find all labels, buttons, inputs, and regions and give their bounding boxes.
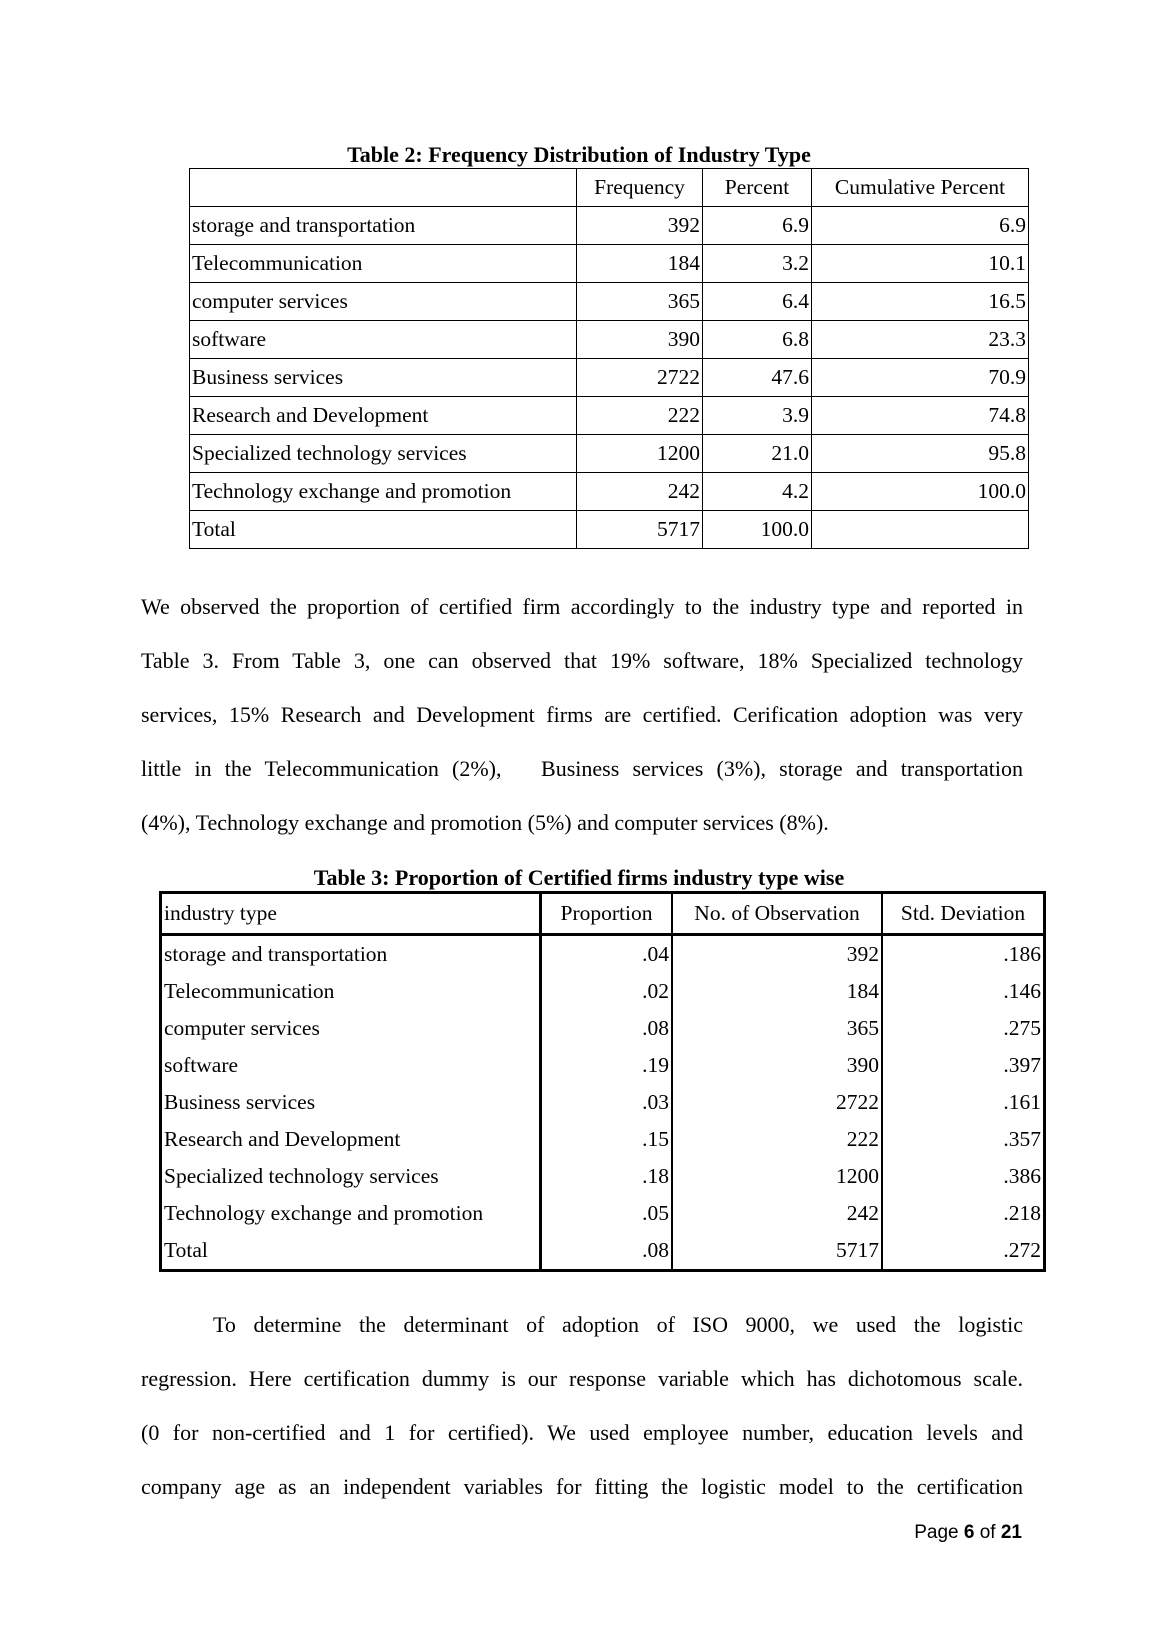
table2-header-cell: Percent bbox=[703, 169, 812, 207]
table3-row-label: Telecommunication bbox=[164, 979, 335, 1003]
table2-cell: 4.2 bbox=[703, 473, 812, 511]
table2-row bbox=[190, 473, 1029, 511]
table3-row bbox=[161, 1047, 1045, 1084]
table2-header-cell: Frequency bbox=[577, 169, 703, 207]
table3-row-label: Specialized technology services bbox=[164, 1164, 439, 1188]
paragraph-1-line: services, 15% Research and Development firms are certified. Cerification adoption was very bbox=[141, 702, 1023, 727]
total-pages: 21 bbox=[1000, 1522, 1022, 1543]
table2-cell: 70.9 bbox=[812, 359, 1029, 397]
table3-cell: 242 bbox=[672, 1195, 882, 1232]
table2-cell: 74.8 bbox=[812, 397, 1029, 435]
table3-cell: 390 bbox=[672, 1047, 882, 1084]
paragraph-2-line: (0 for non-certified and 1 for certified). We used employee number, education levels and bbox=[141, 1420, 1023, 1445]
paragraph-1-line: (4%), Technology exchange and promotion (5%) and computer services (8%). bbox=[141, 810, 829, 835]
table2-header-row bbox=[190, 169, 1029, 207]
page-number: 6 bbox=[963, 1522, 975, 1543]
table3-certified-proportion bbox=[159, 891, 1046, 1272]
table2-row-label: Technology exchange and promotion bbox=[190, 473, 577, 511]
table2-cell: 1200 bbox=[577, 435, 703, 473]
table3-cell: .397 bbox=[882, 1047, 1045, 1084]
table3-row bbox=[161, 1195, 1045, 1232]
table2-cell: 222 bbox=[577, 397, 703, 435]
table3-cell: .386 bbox=[882, 1158, 1045, 1195]
table2-cell: 100.0 bbox=[703, 511, 812, 549]
table2-cell: 392 bbox=[577, 207, 703, 245]
table3-cell: 184 bbox=[672, 973, 882, 1010]
table2-cell: 21.0 bbox=[703, 435, 812, 473]
table2-cell: 16.5 bbox=[812, 283, 1029, 321]
table3-cell: .186 bbox=[882, 935, 1045, 974]
table3-row-label: computer services bbox=[164, 1016, 320, 1040]
paragraph-2-line: regression. Here certification dummy is our response variable which has dichotomous scale. bbox=[141, 1366, 1023, 1391]
table3-cell: 222 bbox=[672, 1121, 882, 1158]
table3-header-cell: No. of Observation bbox=[672, 893, 882, 935]
table3-row bbox=[161, 1158, 1045, 1195]
table2-cell: 6.9 bbox=[812, 207, 1029, 245]
table3-row-label: Technology exchange and promotion bbox=[164, 1201, 484, 1225]
table2-cell: 6.8 bbox=[703, 321, 812, 359]
table3-row-label: storage and transportation bbox=[164, 942, 388, 966]
table2-cell: 3.9 bbox=[703, 397, 812, 435]
table3-row bbox=[161, 935, 1045, 974]
table2-row bbox=[190, 283, 1029, 321]
table2-cell: 365 bbox=[577, 283, 703, 321]
table3-cell: 1200 bbox=[672, 1158, 882, 1195]
table3-header-cell: Std. Deviation bbox=[882, 893, 1045, 935]
of-word: of bbox=[979, 1522, 996, 1543]
table3-cell: .272 bbox=[882, 1232, 1045, 1271]
table3-cell: .161 bbox=[882, 1084, 1045, 1121]
table3-caption: Table 3: Proportion of Certified firms industry type wise bbox=[313, 865, 845, 890]
table3-row-label: Total bbox=[164, 1238, 208, 1262]
table3-cell: .05 bbox=[541, 1195, 673, 1232]
table2-row-label: storage and transportation bbox=[190, 207, 577, 245]
table2-cell: 47.6 bbox=[703, 359, 812, 397]
table3-cell: .08 bbox=[541, 1232, 673, 1271]
table2-row bbox=[190, 245, 1029, 283]
table2-row-label: Telecommunication bbox=[190, 245, 577, 283]
table3-header-row bbox=[161, 893, 1045, 935]
table2-cell: 6.9 bbox=[703, 207, 812, 245]
table2-cell: 3.2 bbox=[703, 245, 812, 283]
table3-cell: 392 bbox=[672, 935, 882, 974]
table3-row-label: software bbox=[164, 1053, 239, 1077]
table2-caption: Table 2: Frequency Distribution of Industry Type bbox=[347, 142, 811, 167]
table2-row bbox=[190, 207, 1029, 245]
table2-cell bbox=[812, 511, 1029, 549]
table2-row-label: Research and Development bbox=[190, 397, 577, 435]
table3-cell: .218 bbox=[882, 1195, 1045, 1232]
page-footer bbox=[914, 1522, 1022, 1544]
table2-cell: 100.0 bbox=[812, 473, 1029, 511]
table3-cell: .08 bbox=[541, 1010, 673, 1047]
paragraph-2-line: company age as an independent variables for fitting the logistic model to the certification bbox=[141, 1474, 1023, 1499]
table3-cell: .04 bbox=[541, 935, 673, 974]
table3-row-label: Research and Development bbox=[164, 1127, 401, 1151]
table2-cell: 95.8 bbox=[812, 435, 1029, 473]
table3-cell: 365 bbox=[672, 1010, 882, 1047]
table2-cell: 5717 bbox=[577, 511, 703, 549]
paragraph-1-line: We observed the proportion of certified firm accordingly to the industry type and reported in bbox=[141, 594, 1023, 619]
paragraph-1-line: little in the Telecommunication (2%), Business services (3%), storage and transportation bbox=[141, 756, 1023, 781]
paragraph-2-line bbox=[141, 1298, 1023, 1352]
table2-cell: 2722 bbox=[577, 359, 703, 397]
table2-header-cell: Cumulative Percent bbox=[812, 169, 1029, 207]
paragraph-1 bbox=[141, 580, 1023, 850]
table3-cell: .19 bbox=[541, 1047, 673, 1084]
table3-cell: 5717 bbox=[672, 1232, 882, 1271]
table2-row bbox=[190, 435, 1029, 473]
table3-cell: .03 bbox=[541, 1084, 673, 1121]
table3-cell: .357 bbox=[882, 1121, 1045, 1158]
paragraph-2-line-text: To determine the determinant of adoption of ISO 9000, we used the logistic bbox=[213, 1312, 1023, 1337]
table2-row-label: Business services bbox=[190, 359, 577, 397]
table3-row bbox=[161, 1232, 1045, 1271]
table3-row bbox=[161, 1010, 1045, 1047]
table2-cell: 242 bbox=[577, 473, 703, 511]
table2-row bbox=[190, 359, 1029, 397]
table2-cell: 390 bbox=[577, 321, 703, 359]
table3-cell: .146 bbox=[882, 973, 1045, 1010]
table3-cell: 2722 bbox=[672, 1084, 882, 1121]
table2-row bbox=[190, 321, 1029, 359]
table2-header-cell bbox=[190, 169, 577, 207]
table3-header-cell: Proportion bbox=[541, 893, 673, 935]
page-word: Page bbox=[914, 1522, 959, 1543]
table2-row-label: Specialized technology services bbox=[190, 435, 577, 473]
table3-header-cell: industry type bbox=[161, 893, 541, 935]
table2-row bbox=[190, 511, 1029, 549]
table3-cell: .275 bbox=[882, 1010, 1045, 1047]
table2-row bbox=[190, 397, 1029, 435]
table2-row-label: computer services bbox=[190, 283, 577, 321]
table3-row bbox=[161, 1084, 1045, 1121]
table2-row-label: software bbox=[190, 321, 577, 359]
table3-row bbox=[161, 1121, 1045, 1158]
paragraph-2 bbox=[141, 1298, 1023, 1514]
table3-row-label: Business services bbox=[164, 1090, 316, 1114]
table2-cell: 23.3 bbox=[812, 321, 1029, 359]
table3-row bbox=[161, 973, 1045, 1010]
table2-cell: 184 bbox=[577, 245, 703, 283]
table2-cell: 10.1 bbox=[812, 245, 1029, 283]
paragraph-1-line: Table 3. From Table 3, one can observed that 19% software, 18% Specialized technology bbox=[141, 648, 1023, 673]
table3-cell: .18 bbox=[541, 1158, 673, 1195]
table2-frequency-distribution bbox=[189, 168, 1029, 549]
table3-cell: .15 bbox=[541, 1121, 673, 1158]
table2-row-label: Total bbox=[190, 511, 577, 549]
table2-cell: 6.4 bbox=[703, 283, 812, 321]
table3-cell: .02 bbox=[541, 973, 673, 1010]
